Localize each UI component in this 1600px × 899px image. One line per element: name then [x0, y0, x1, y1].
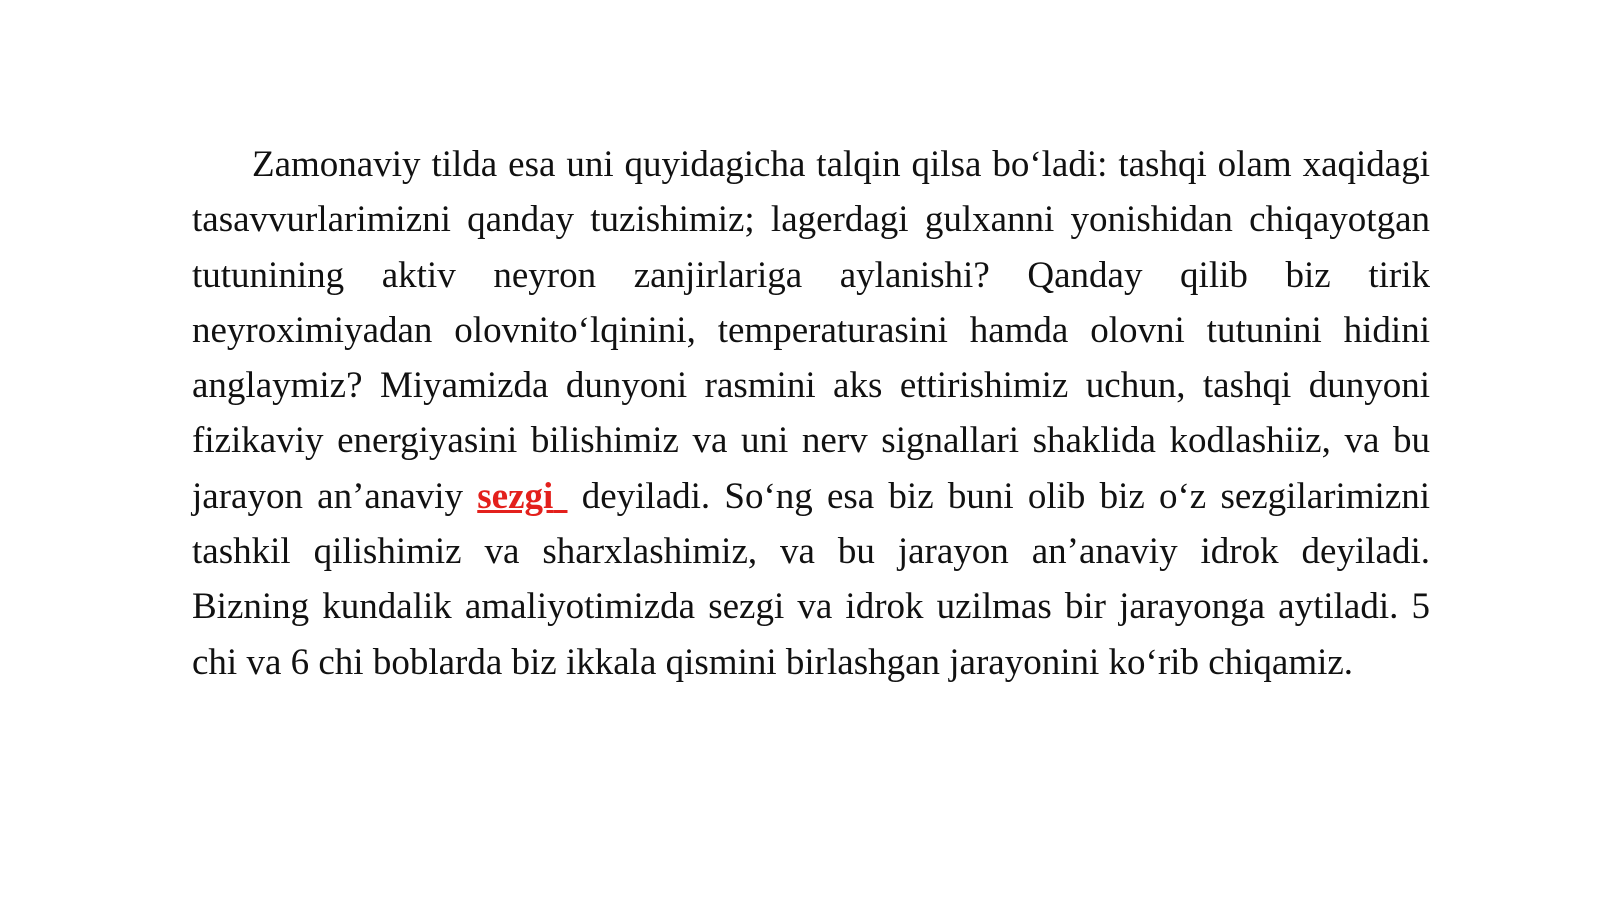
highlighted-term-sezgi: sezgi — [477, 475, 554, 517]
highlight-underline-tail — [553, 476, 567, 517]
paragraph-text-before: Zamonaviy tilda esa uni quyidagicha talqin qilsa bo‘ladi: tashqi olam xaqidagi tasavvurlarimizni qanday tuzishimiz; lagerdagi gulxanni yonishidan chiqayotgan tutunining aktiv neyron zanjirlariga aylanishi? Qanday qilib biz tirik neyroximiyadan olovnito‘lqinini, temperaturasini hamda olovni tutunini hidini anglaymiz? Miyamizda dunyoni rasmini aks ettirishimiz uchun, tashqi dunyoni fizikaviy energiyasini bilishimiz va uni nerv signallari shaklida kodlashiiz, va bu jarayon an’anaviy — [192, 144, 1430, 517]
body-paragraph — [192, 137, 1430, 690]
paragraph-text-after: deyiladi. So‘ng esa biz buni olib biz o‘z sezgilarimizni tashkil qilishimiz va sharxlashimiz, va bu jarayon an’anaviy idrok deyiladi. Bizning kundalik amaliyotimizda sezgi va idrok uzilmas bir jarayonga aytiladi. 5 chi va 6 chi boblarda biz ikkala qismini birlashgan jarayonini ko‘rib chiqamiz. — [192, 475, 1431, 683]
